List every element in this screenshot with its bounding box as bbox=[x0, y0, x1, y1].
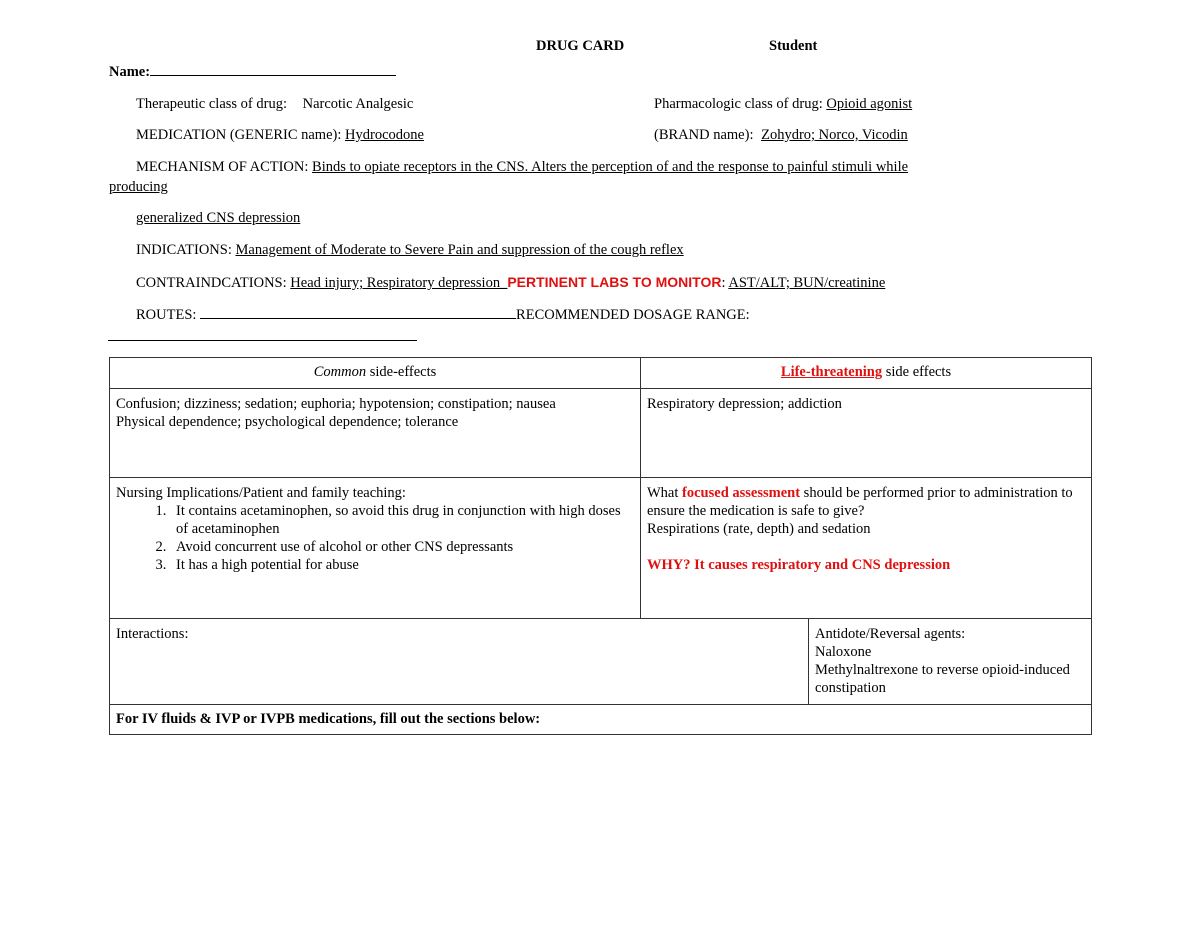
antidote-item: Methylnaltrexone to reverse opioid-induced constipation bbox=[815, 662, 1070, 696]
dosage-label: RECOMMENDED DOSAGE RANGE: bbox=[516, 307, 750, 323]
pharmacologic-value: Opioid agonist bbox=[826, 96, 913, 112]
therapeutic-label: Therapeutic class of drug: bbox=[136, 96, 287, 112]
antidote-label: Antidote/Reversal agents: bbox=[815, 626, 966, 642]
pharmacologic-label: Pharmacologic class of drug: bbox=[654, 96, 823, 112]
labs-colon: : bbox=[721, 275, 726, 291]
interactions-row bbox=[110, 619, 1092, 705]
nursing-label: Nursing Implications/Patient and family teaching: bbox=[116, 485, 406, 501]
routes bbox=[136, 305, 750, 324]
student-label: Student bbox=[769, 38, 818, 54]
indications-label: INDICATIONS: bbox=[136, 242, 232, 258]
mechanism-value-line3: generalized CNS depression bbox=[136, 210, 301, 226]
common-side-effects-cell bbox=[110, 389, 641, 478]
brand-label: (BRAND name): bbox=[654, 127, 754, 143]
life-header-text: side effects bbox=[882, 364, 952, 380]
assessment-question bbox=[647, 484, 1085, 520]
drug-table bbox=[109, 357, 1092, 735]
iv-note: For IV fluids & IVP or IVPB medications, fill out the sections below: bbox=[110, 705, 1092, 735]
nursing-cell bbox=[110, 478, 641, 619]
assessment-emphasis: focused assessment bbox=[682, 485, 801, 501]
name-label: Name: bbox=[109, 64, 151, 80]
life-threatening-emphasis: Life-threatening bbox=[780, 364, 883, 380]
indications bbox=[136, 242, 684, 259]
interactions-label: Interactions: bbox=[116, 626, 189, 642]
common-emphasis: Common bbox=[313, 364, 367, 380]
side-effects-row bbox=[110, 389, 1092, 478]
mechanism-label: MECHANISM OF ACTION: bbox=[136, 159, 309, 175]
name-field bbox=[109, 62, 396, 81]
brand-name bbox=[654, 127, 908, 144]
assessment-post: should be performed prior to administration to ensure the medication is safe to give? bbox=[647, 485, 1073, 519]
nursing-item: 3. It has a high potential for abuse bbox=[170, 556, 634, 574]
common-side-effects-header bbox=[110, 358, 641, 389]
life-threatening-value: Respiratory depression; addiction bbox=[647, 396, 842, 412]
card-title: DRUG CARD bbox=[536, 38, 625, 54]
antidote-item: Naloxone bbox=[815, 644, 872, 660]
pharmacologic-class bbox=[654, 96, 912, 113]
contraindications-label: CONTRAINDCATIONS: bbox=[136, 275, 287, 291]
interactions-cell bbox=[110, 619, 809, 705]
common-side-effects-line1: Confusion; dizziness; sedation; euphoria; hypotension; constipation; nausea bbox=[116, 396, 556, 412]
nursing-row bbox=[110, 478, 1092, 619]
contraindications-value: Head injury; Respiratory depression bbox=[290, 275, 501, 291]
common-side-effects-line2: Physical dependence; psychological dependence; tolerance bbox=[116, 414, 459, 430]
antidote-cell bbox=[809, 619, 1092, 705]
labs-label: PERTINENT LABS TO MONITOR bbox=[507, 274, 722, 290]
nursing-item: 2. Avoid concurrent use of alcohol or other CNS depressants bbox=[170, 538, 634, 556]
contraindications-separator: _ bbox=[500, 275, 508, 291]
mechanism-value-line1: Binds to opiate receptors in the CNS. Alters the perception of and the response to painful stimuli while bbox=[312, 159, 909, 175]
assessment-cell bbox=[641, 478, 1092, 619]
contraindications bbox=[136, 274, 885, 292]
why-statement: WHY? It causes respiratory and CNS depression bbox=[647, 557, 951, 573]
mechanism-value-line2: producing bbox=[109, 179, 168, 195]
life-threatening-header bbox=[641, 358, 1092, 389]
routes-blank[interactable] bbox=[200, 305, 516, 319]
dosage-blank[interactable] bbox=[108, 327, 417, 341]
brand-value: Zohydro; Norco, Vicodin bbox=[761, 127, 908, 143]
mechanism bbox=[136, 159, 908, 176]
routes-label: ROUTES: bbox=[136, 307, 197, 323]
indications-value: Management of Moderate to Severe Pain and suppression of the cough reflex bbox=[235, 242, 684, 258]
generic-name bbox=[136, 127, 424, 144]
life-threatening-cell bbox=[641, 389, 1092, 478]
side-effects-header-row bbox=[110, 358, 1092, 389]
assessment-answer: Respirations (rate, depth) and sedation bbox=[647, 521, 871, 537]
labs-value: AST/ALT; BUN/creatinine bbox=[728, 275, 886, 291]
generic-value: Hydrocodone bbox=[345, 127, 424, 143]
iv-row bbox=[110, 705, 1092, 735]
common-header-text: side-effects bbox=[366, 364, 437, 380]
nursing-list bbox=[116, 502, 634, 574]
therapeutic-value: Narcotic Analgesic bbox=[302, 96, 414, 112]
therapeutic-class bbox=[136, 96, 413, 113]
generic-label: MEDICATION (GENERIC name): bbox=[136, 127, 342, 143]
name-blank[interactable] bbox=[150, 62, 396, 76]
nursing-item: 1. It contains acetaminophen, so avoid this drug in conjunction with high doses of acetaminophen bbox=[170, 502, 634, 538]
assessment-pre: What bbox=[647, 485, 683, 501]
